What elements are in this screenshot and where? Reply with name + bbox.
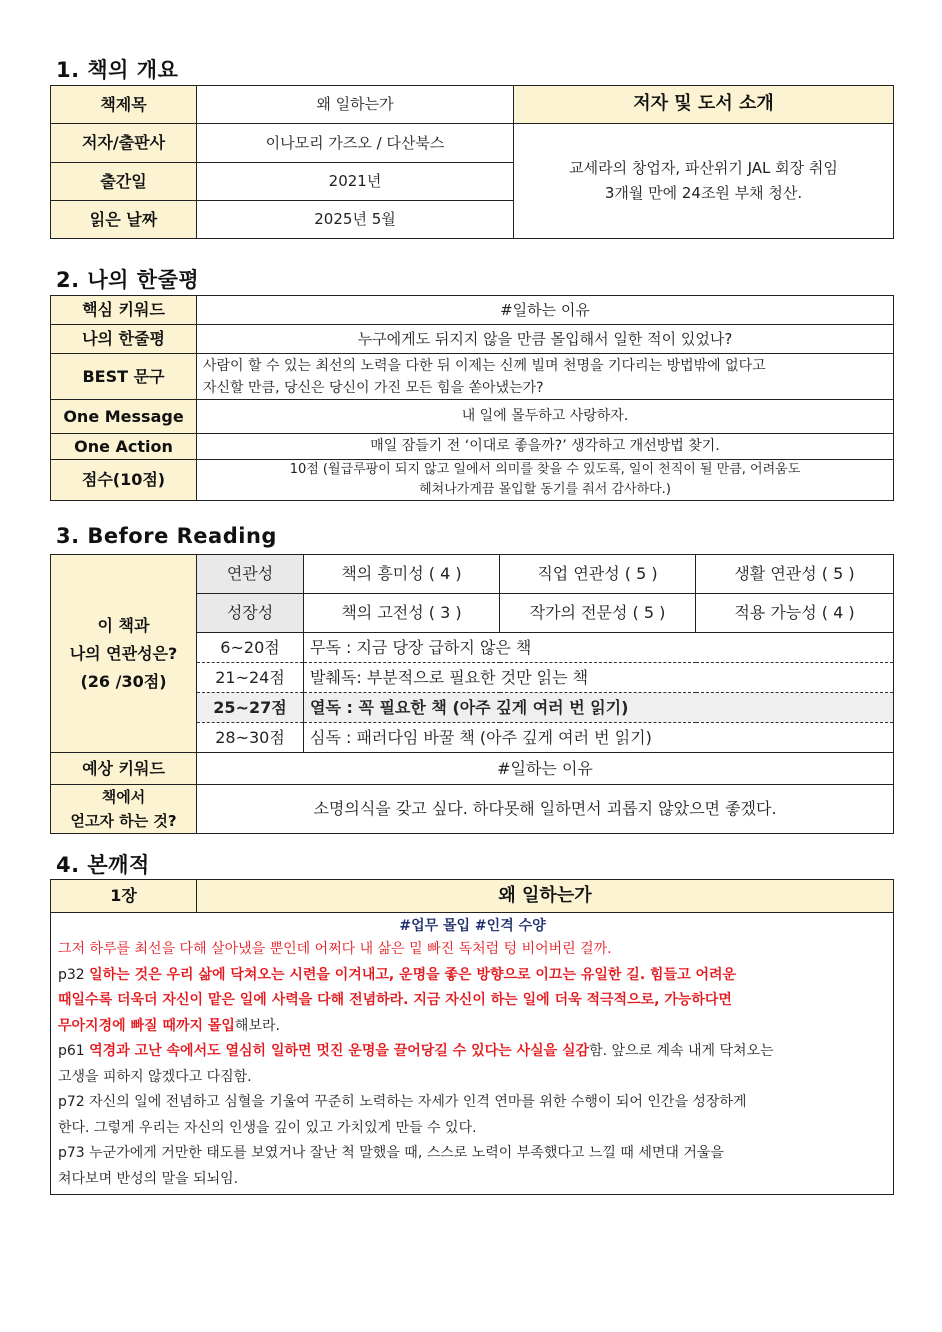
one-line-label: 나의 한줄평	[51, 325, 197, 354]
one-action-value: 매일 잠들기 전 ‘이대로 좋을까?’ 생각하고 개선방법 찾기.	[197, 434, 894, 460]
pub-date-label: 출간일	[51, 163, 197, 201]
intro-line-1: 교세라의 창업자, 파산위기 JAL 회장 취임	[569, 159, 838, 177]
goal-label	[51, 785, 197, 834]
note-p72-line-2: 한다. 그렇게 우리는 자신의 인생을 깊이 있고 가치있게 만들 수 있다.	[58, 1119, 477, 1136]
pub-date-value: 2021년	[197, 163, 514, 201]
best-quote-line-2: 자신할 만큼, 당신은 당신이 가진 모든 힘을 쏟아냈는가?	[203, 379, 544, 396]
category-relevance: 연관성	[197, 555, 304, 594]
relevance-q-line-3: (26 /30점)	[80, 671, 167, 691]
note-p61-line-1	[58, 1039, 887, 1065]
chapter-tags: #업무 몰입 #인격 수양	[399, 918, 546, 934]
note-intro: 그저 하루를 최선을 다해 살아냈을 뿐인데 어쩌다 내 삶은 밑 빠진 독처럼 텅 비어버린 걸까.	[58, 941, 612, 957]
level-desc: 무독 : 지금 당장 급하지 않은 책	[304, 633, 894, 663]
one-action-label: One Action	[51, 434, 197, 460]
item-job: 직업 연관성 ( 5 )	[500, 555, 696, 594]
author-value: 이나모리 가즈오 / 다산북스	[197, 124, 514, 163]
note-p32-line-1	[58, 963, 887, 989]
score-line-1: 10점 (월급루팡이 되지 않고 일에서 의미를 찾을 수 있도록, 일이 천직이 될 만큼, 어려움도	[289, 462, 801, 477]
item-fun: 책의 흥미성 ( 4 )	[304, 555, 500, 594]
item-expert: 작가의 전문성 ( 5 )	[500, 594, 696, 633]
one-line-value: 누구에게도 뒤지지 않을 만큼 몰입해서 일한 적이 있었나?	[197, 325, 894, 354]
chapter-title: 왜 일하는가	[197, 880, 894, 913]
book-title-value: 왜 일하는가	[197, 86, 514, 124]
note-p32-highlight: 일하는 것은 우리 삶에 닥쳐오는 시련을 이겨내고, 운명을 좋은 방향으로 이끄는 유일한 길. 힘들고 어려운	[89, 966, 737, 983]
score-value	[197, 460, 894, 501]
level-desc: 심독 : 패러다임 바꿀 책 (아주 깊게 여러 번 읽기)	[304, 723, 894, 753]
best-quote-line-1: 사람이 할 수 있는 최선의 노력을 다한 뒤 이제는 신께 빌며 천명을 기다리는 방법밖에 없다고	[203, 357, 766, 374]
note-p72-line-1: p72 자신의 일에 전념하고 심혈을 기울여 꾸준히 노력하는 자세가 인격 연마를 위한 수행이 되어 인간을 성장하게	[58, 1094, 747, 1110]
note-p32-line-3	[58, 1014, 887, 1040]
category-growth: 성장성	[197, 594, 304, 633]
before-reading-table	[50, 554, 894, 834]
chapter-notes	[51, 913, 894, 1195]
goal-label-line-2: 얻고자 하는 것?	[70, 812, 177, 830]
note-p61-line-2: 고생을 피하지 않겠다고 다짐함.	[58, 1068, 252, 1085]
bonkkaejeok-table	[50, 879, 894, 1195]
score-label: 점수(10점)	[51, 460, 197, 501]
section-3-title: 3. Before Reading	[56, 524, 277, 548]
relevance-question	[51, 555, 197, 753]
item-classic: 책의 고전성 ( 3 )	[304, 594, 500, 633]
expected-keyword-label: 예상 키워드	[51, 753, 197, 785]
note-p73-line-2: 쳐다보며 반성의 말을 되뇌임.	[58, 1170, 239, 1187]
score-line-2: 헤쳐나가게끔 몰입할 동기를 줘서 감사하다.)	[419, 482, 671, 498]
intro-line-2: 3개월 만에 24조원 부채 청산.	[604, 184, 803, 202]
keyword-label: 핵심 키워드	[51, 296, 197, 325]
book-overview-table	[50, 85, 894, 239]
review-table	[50, 295, 894, 501]
note-p61-highlight: 역경과 고난 속에서도 열심히 일하면 멋진 운명을 끌어당길 수 있다는 사실을 실감	[89, 1043, 590, 1059]
relevance-q-line-2: 나의 연관성은?	[69, 643, 178, 663]
intro-content	[514, 124, 894, 239]
page-ref: p32	[58, 966, 85, 983]
chapter-label: 1장	[51, 880, 197, 913]
read-date-value: 2025년 5월	[197, 201, 514, 239]
one-message-value: 내 일에 몰두하고 사랑하자.	[197, 400, 894, 434]
note-p32-highlight: 무아지경에 빠질 때까지 몰입	[58, 1017, 235, 1034]
note-p32-line-2: 때일수록 더욱더 자신이 맡은 일에 사력을 다해 전념하라. 지금 자신이 하는 일에 더욱 적극적으로, 가능하다면	[58, 992, 732, 1008]
best-quote-label: BEST 문구	[51, 354, 197, 400]
level-desc: 발췌독: 부분적으로 필요한 것만 읽는 책	[304, 663, 894, 693]
one-message-label: One Message	[51, 400, 197, 434]
level-range: 25~27점	[197, 693, 304, 723]
best-quote-value	[197, 354, 894, 400]
note-p61-tail: 함. 앞으로 계속 내게 닥쳐오는	[589, 1043, 774, 1059]
expected-keyword-value: #일하는 이유	[197, 753, 894, 785]
keyword-value: #일하는 이유	[197, 296, 894, 325]
goal-label-line-1: 책에서	[101, 788, 146, 806]
section-4-title: 4. 본깨적	[56, 853, 150, 877]
relevance-q-line-1: 이 책과	[97, 615, 150, 635]
note-p73-line-1: p73 누군가에게 거만한 태도를 보였거나 잘난 척 말했을 때, 스스로 노력이 부족했다고 느낄 때 세면대 거울을	[58, 1145, 724, 1161]
section-2-title: 2. 나의 한줄평	[56, 268, 200, 292]
level-range: 6~20점	[197, 633, 304, 663]
book-title-label: 책제목	[51, 86, 197, 124]
goal-value: 소명의식을 갖고 싶다. 하다못해 일하면서 괴롭지 않았으면 좋겠다.	[197, 785, 894, 834]
level-range: 28~30점	[197, 723, 304, 753]
read-date-label: 읽은 날짜	[51, 201, 197, 239]
page-ref: p61	[58, 1043, 85, 1059]
author-label: 저자/출판사	[51, 124, 197, 163]
note-p32-tail: 해보라.	[234, 1017, 280, 1034]
item-life: 생활 연관성 ( 5 )	[696, 555, 894, 594]
level-range: 21~24점	[197, 663, 304, 693]
item-apply: 적용 가능성 ( 4 )	[696, 594, 894, 633]
intro-header: 저자 및 도서 소개	[514, 86, 894, 124]
level-desc: 열독 : 꼭 필요한 책 (아주 깊게 여러 번 읽기)	[304, 693, 894, 723]
section-1-title: 1. 책의 개요	[56, 58, 179, 82]
